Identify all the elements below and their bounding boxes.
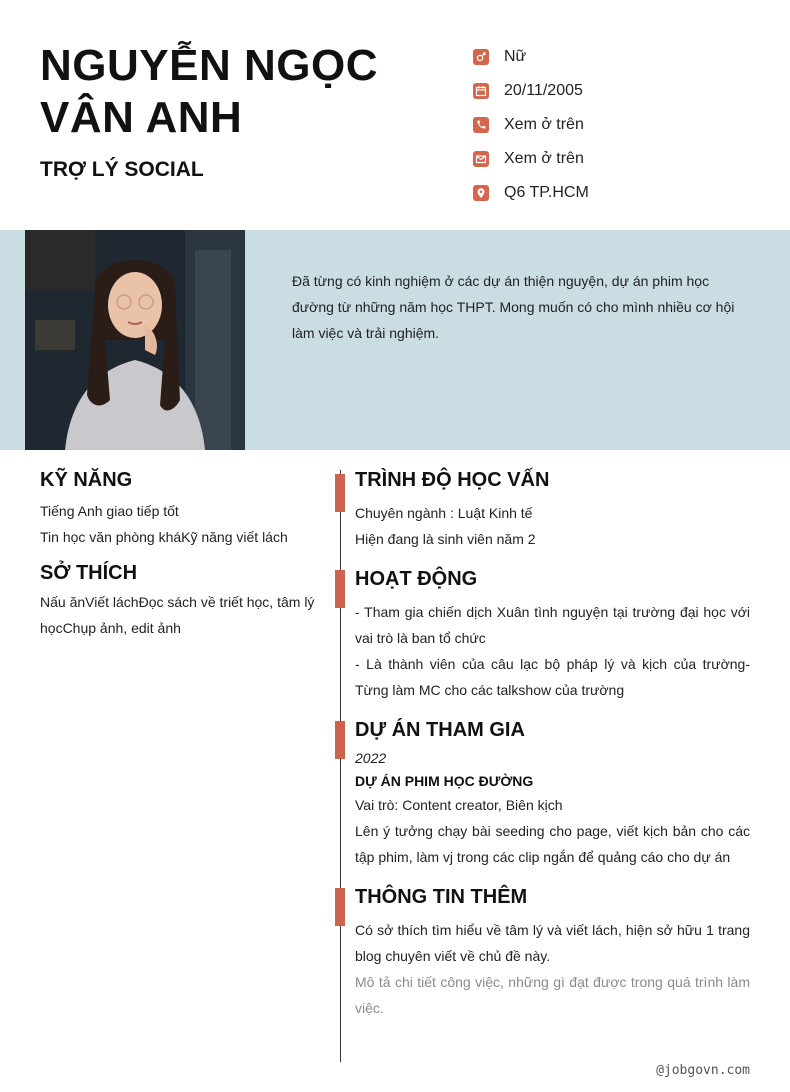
skills-title: KỸ NĂNG xyxy=(40,469,133,491)
phone-icon xyxy=(473,117,489,133)
contact-email xyxy=(473,142,773,176)
section-marker xyxy=(335,888,345,926)
summary-band xyxy=(0,230,790,450)
section-marker xyxy=(335,721,345,759)
contact-birthday xyxy=(473,74,773,108)
contact-phone xyxy=(473,108,773,142)
contact-gender-text: Nữ xyxy=(504,48,527,65)
projects-title: DỰ ÁN THAM GIA xyxy=(355,719,525,741)
section-marker xyxy=(335,570,345,608)
extra-title: THÔNG TIN THÊM xyxy=(355,886,528,908)
hobbies-section xyxy=(40,562,320,641)
calendar-icon xyxy=(473,83,489,99)
activities-section xyxy=(355,568,750,703)
candidate-role: TRỢ LÝ SOCIAL xyxy=(40,158,204,181)
project-name: DỰ ÁN PHIM HỌC ĐƯỜNG xyxy=(355,773,534,789)
skills-section xyxy=(40,469,320,550)
email-icon xyxy=(473,151,489,167)
education-title: TRÌNH ĐỘ HỌC VẤN xyxy=(355,469,550,491)
contact-email-text: Xem ở trên xyxy=(504,150,584,167)
education-line: Hiện đang là sinh viên năm 2 xyxy=(355,531,536,547)
profile-photo xyxy=(25,230,245,450)
right-column xyxy=(355,465,750,1021)
projects-section xyxy=(355,719,750,870)
contact-gender xyxy=(473,40,773,74)
timeline-line xyxy=(340,470,341,1062)
section-marker xyxy=(335,474,345,512)
skills-line: Tin học văn phòng kháKỹ năng viết lách xyxy=(40,529,288,545)
education-line: Chuyên ngành : Luật Kinh tế xyxy=(355,505,533,521)
contact-phone-text: Xem ở trên xyxy=(504,116,584,133)
education-section xyxy=(355,469,750,552)
summary-text: Đã từng có kinh nghiệm ở các dự án thiện nguyện, dự án phim học đường từ những năm học THPT. Mong muốn có cho mình nhiều cơ hội làm việc và trải nghiệm. xyxy=(292,273,735,341)
extra-text: Có sở thích tìm hiểu về tâm lý và viết lách, hiện sở hữu 1 trang blog chuyên viết về chủ đề này. xyxy=(355,922,750,964)
left-column xyxy=(40,465,320,641)
contact-location xyxy=(473,176,773,210)
project-description: Lên ý tưởng chạy bài seeding cho page, viết kịch bản cho các tập phim, làm vj trong các clip ngắn để quảng cáo cho dự án xyxy=(355,823,750,865)
contact-birthday-text: 20/11/2005 xyxy=(504,82,583,99)
location-icon xyxy=(473,185,489,201)
extra-placeholder-text: Mô tả chi tiết công việc, những gì đạt được trong quá trình làm việc. xyxy=(355,974,750,1016)
activities-title: HOẠT ĐỘNG xyxy=(355,568,478,590)
candidate-name: NGUYỄN NGỌC VÂN ANH xyxy=(40,41,378,142)
hobbies-title: SỞ THÍCH xyxy=(40,562,138,584)
gender-icon xyxy=(473,49,489,65)
skills-line: Tiếng Anh giao tiếp tốt xyxy=(40,503,179,519)
project-role: Vai trò: Content creator, Biên kịch xyxy=(355,797,563,813)
extra-section xyxy=(355,886,750,1021)
footer-watermark: @jobgovn.com xyxy=(656,1063,750,1078)
activities-line: - Là thành viên của câu lạc bộ pháp lý và kịch của trường- Từng làm MC cho các talkshow của trường xyxy=(355,656,750,698)
cv-header xyxy=(0,0,790,230)
contact-location-text: Q6 TP.HCM xyxy=(504,184,589,201)
hobbies-text: Nấu ănViết láchĐọc sách về triết học, tâm lý họcChụp ảnh, edit ảnh xyxy=(40,594,315,636)
contact-list xyxy=(473,40,773,210)
project-year: 2022 xyxy=(355,750,387,766)
activities-line: - Tham gia chiến dịch Xuân tình nguyện tại trường đại học với vai trò là ban tổ chức xyxy=(355,604,750,646)
